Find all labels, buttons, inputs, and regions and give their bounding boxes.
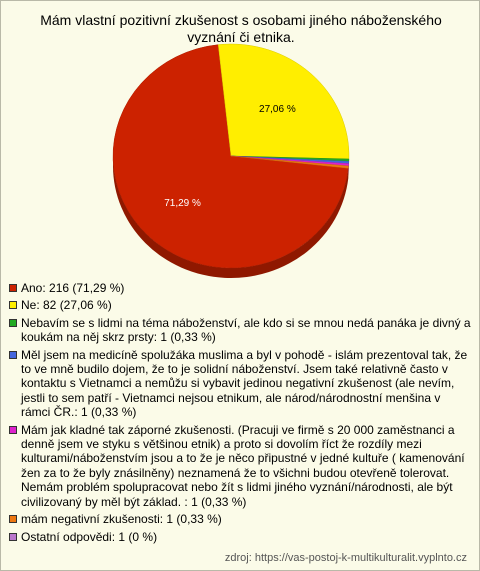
source-text: zdroj: https://vas-postoj-k-multikulturalit.vyplnto.cz (224, 552, 467, 564)
legend-label-2: Nebavím se s lidmi na téma náboženství, ale kdo si se mnou nedá panáka je divný a koukám na něj skrz prsty: 1 (0,33 %) (21, 315, 471, 345)
pie-slice-1[interactable] (218, 44, 349, 159)
legend-item-5 (9, 512, 471, 526)
chart-title: Mám vlastní pozitivní zkušenost s osobami jiného náboženského vyznání či etnika. (40, 12, 442, 45)
legend-item-6 (9, 530, 471, 544)
legend (9, 281, 471, 547)
legend-item-4 (9, 423, 471, 509)
legend-label-0: Ano: 216 (71,29 %) (21, 281, 125, 295)
legend-item-1 (9, 298, 471, 312)
legend-swatch-6 (9, 533, 17, 541)
legend-label-6: Ostatní odpovědi: 1 (0 %) (21, 529, 158, 544)
legend-item-0 (9, 281, 471, 295)
legend-label-5: mám negativní zkušenosti: 1 (0,33 %) (21, 512, 222, 527)
legend-item-2 (9, 316, 471, 345)
legend-swatch-3 (9, 351, 17, 359)
legend-swatch-2 (9, 319, 17, 327)
legend-swatch-1 (9, 301, 17, 309)
legend-label-4: Mám jak kladné tak záporné zkušenosti. (Pracuji ve firmě s 20 000 zaměstnanci a denně jsem ve styku s většinou etnik) a proto si dovolím říct že rozdíly mezi kulturami/náboženstvím jsou a to že je něco připustné v jedné kultuře ( kamenování žen za to že byly znásilněny) neznamená že to všichni budou otevřeně tolerovat. Nemám problém spolupracovat nebo žít s lidmi jiného vyznání/národnosti, ale být civilizovaný by měl být základ. : 1 (0,33 %) (21, 422, 465, 509)
legend-label-1: Ne: 82 (27,06 %) (21, 298, 112, 313)
legend-label-3: Měl jsem na medicíně spolužáka muslima a byl v pohodě - islám prezentoval tak, že to ve mně budilo dojem, že to je solidní náboženství. Jsem také relativně často v kontaktu s Vietnamci a nemůžu si vybavit jedinou negativní zkušenost (ale nevím, jestli to sem patří - Vietnamci nejsou etnikum, ale národ/národnostní menšina v rámci ČR.: 1 (0,33 %) (21, 347, 468, 420)
legend-item-3 (9, 348, 471, 420)
pie-slice-label-0: 71,29 % (164, 197, 201, 209)
legend-swatch-5 (9, 515, 17, 523)
pie-slice-label-1: 27,06 % (259, 104, 296, 116)
legend-swatch-0 (9, 284, 17, 292)
legend-swatch-4 (9, 426, 17, 434)
